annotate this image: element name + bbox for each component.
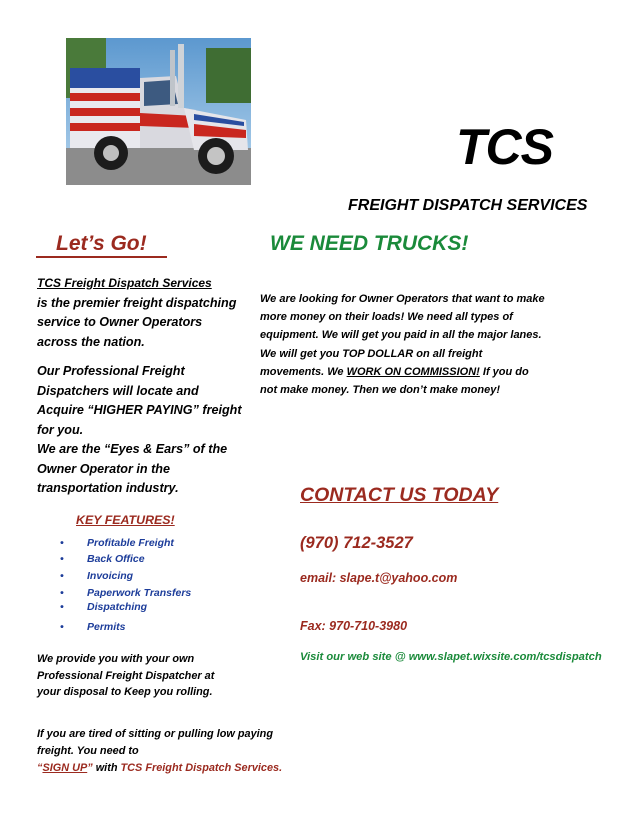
truck-photo (66, 38, 251, 185)
tired-text: If you are tired of sitting or pulling low paying freight. You need to (37, 728, 273, 757)
sign-up-link[interactable]: SIGN UP (42, 762, 88, 774)
phone-number[interactable]: (970) 712-3527 (300, 534, 413, 552)
feature-label: Invoicing (87, 570, 134, 582)
with-text: with (92, 762, 121, 774)
bullet: • (60, 601, 64, 613)
we-need-trucks-heading: WE NEED TRUCKS! (270, 232, 469, 255)
brand-title: TCS (456, 119, 553, 175)
intro-column (37, 274, 242, 499)
truck-illustration (66, 38, 251, 185)
feature-label: Profitable Freight (87, 537, 174, 549)
website-link[interactable]: Visit our web site @ www.slapet.wixsite.com/tcsdispatch (300, 651, 602, 663)
intro-paragraph (37, 274, 242, 352)
brand-subtitle: FREIGHT DISPATCH SERVICES (348, 197, 588, 214)
feature-label: Dispatching (87, 601, 148, 613)
fax-number: Fax: 970-710-3980 (300, 619, 408, 633)
bullet: • (60, 570, 64, 582)
feature-label: Permits (87, 621, 126, 633)
contact-heading: CONTACT US TODAY (300, 484, 499, 506)
company-heading: TCS Freight Dispatch Services (37, 276, 212, 290)
company-name: TCS Freight Dispatch Services. (120, 762, 283, 774)
quote-close: ” (87, 762, 93, 774)
owner-operators-paragraph (260, 290, 545, 399)
commission-text: WORK ON COMMISSION! (346, 365, 480, 378)
owner-operators-text-b: If you do not make money. Then we don’t make money! (260, 365, 529, 397)
eyes-ears-paragraph: We are the “Eyes & Ears” of the Owner Operator in the transportation industry. (37, 442, 228, 495)
bullet: • (60, 537, 64, 549)
bullet: • (60, 587, 64, 599)
bullet: • (60, 621, 64, 633)
feature-label: Paperwork Transfers (87, 587, 192, 599)
email-address[interactable]: email: slape.t@yahoo.com (300, 571, 458, 585)
quote-open: “ (37, 762, 43, 774)
provide-paragraph: We provide you with your own Professional Freight Dispatcher at your disposal to Keep you rolling. (37, 653, 215, 698)
key-features-title: KEY FEATURES! (76, 513, 175, 527)
dispatchers-paragraph: Our Professional Freight Dispatchers will locate and Acquire “HIGHER PAYING” freight for you. (37, 364, 242, 437)
feature-label: Back Office (87, 553, 145, 565)
lets-go-heading: Let’s Go! (36, 232, 167, 258)
bullet: • (60, 553, 64, 565)
sign-up-paragraph (37, 726, 287, 777)
intro-text: is the premier freight dispatching service to Owner Operators across the nation. (37, 295, 237, 349)
owner-operators-text-a: We are looking for Owner Operators that want to make more money on their loads! We need all types of equipment. We will get you paid in all the major lanes. We will get you TOP DOLLAR on all freight movements. We (260, 293, 545, 378)
